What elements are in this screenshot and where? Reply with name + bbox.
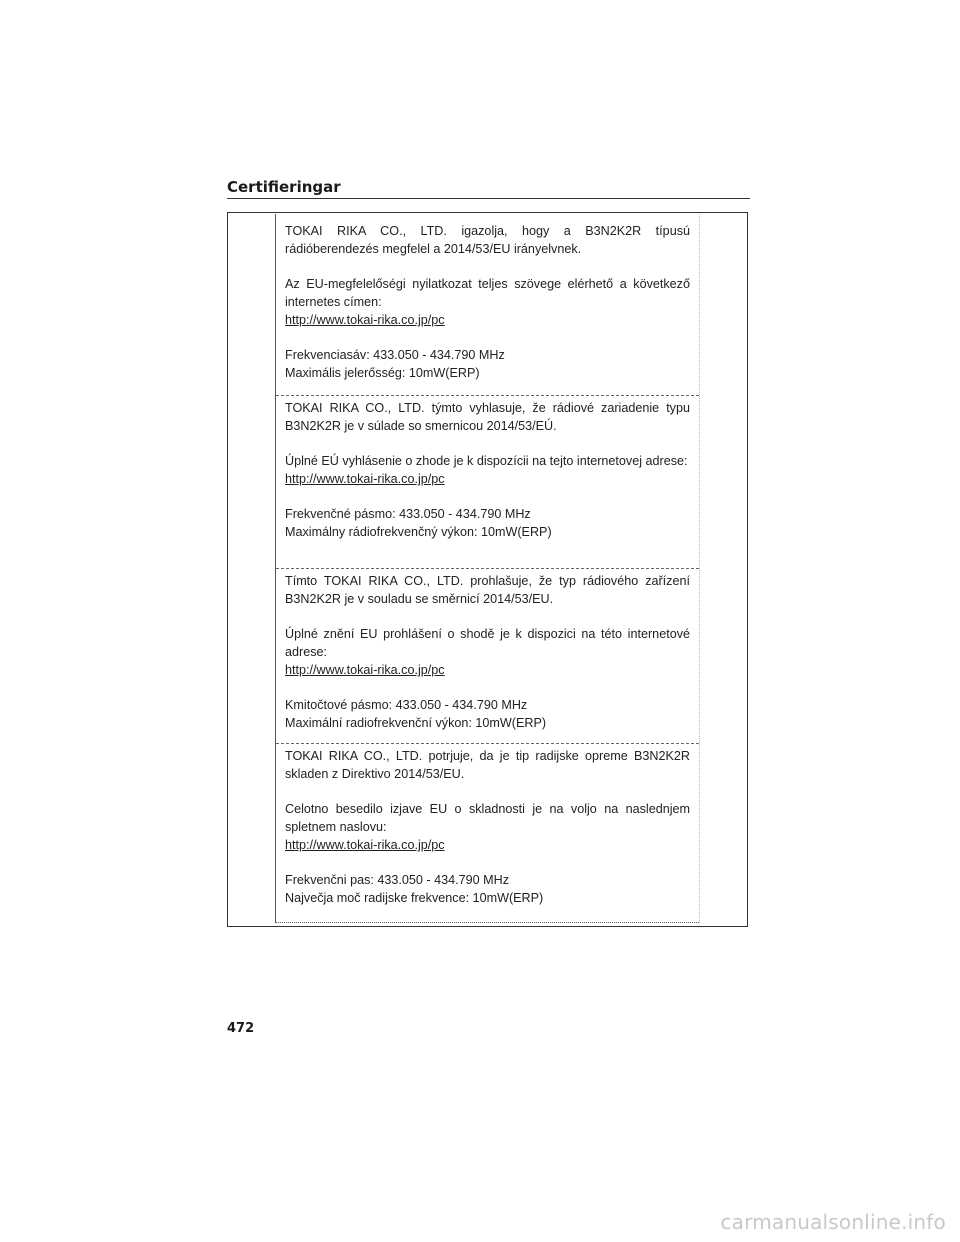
page-number: 472 — [227, 1021, 255, 1036]
declaration-url-line — [285, 836, 690, 854]
declaration-url-link[interactable]: http://www.tokai-rika.co.jp/pc — [285, 472, 445, 486]
declaration-czech — [276, 568, 699, 732]
declaration-frequency: Frekvenčné pásmo: 433.050 - 434.790 MHz — [285, 507, 531, 521]
declaration-url-line — [285, 470, 690, 488]
declaration-power: Maximálny rádiofrekvenčný výkon: 10mW(ERP) — [285, 525, 552, 539]
declaration-url-link[interactable]: http://www.tokai-rika.co.jp/pc — [285, 838, 445, 852]
declaration-availability: Az EU-megfelelőségi nyilatkozat teljes szövege elérhető a következő internetes címen: — [285, 277, 690, 309]
declaration-url-link[interactable]: http://www.tokai-rika.co.jp/pc — [285, 663, 445, 677]
declaration-power: Maximális jelerősség: 10mW(ERP) — [285, 366, 480, 380]
sheet-bottom-edge — [276, 922, 699, 923]
declaration-frequency: Frekvenciasáv: 433.050 - 434.790 MHz — [285, 348, 505, 362]
declaration-slovak — [276, 395, 699, 541]
scanned-declaration-sheet — [275, 214, 700, 923]
declaration-frequency: Frekvenčni pas: 433.050 - 434.790 MHz — [285, 873, 510, 887]
declaration-availability: Celotno besedilo izjave EU o skladnosti je na voljo na naslednjem spletnem naslovu: — [285, 802, 690, 834]
declaration-url-line — [285, 311, 690, 329]
title-divider — [227, 198, 750, 199]
declaration-intro: Tímto TOKAI RIKA CO., LTD. prohlašuje, že typ rádiového zařízení B3N2K2R je v souladu se směrnicí 2014/53/EU. — [285, 574, 690, 606]
declaration-frequency: Kmitočtové pásmo: 433.050 - 434.790 MHz — [285, 698, 528, 712]
declaration-intro: TOKAI RIKA CO., LTD. potrjuje, da je tip radijske opreme B3N2K2R skladen z Direktivo 2014/53/EU. — [285, 749, 690, 781]
declaration-availability: Úplné EÚ vyhlásenie o zhode je k dispozícii na tejto internetovej adrese: — [285, 454, 688, 468]
declaration-intro: TOKAI RIKA CO., LTD. igazolja, hogy a B3N2K2R típusú rádióberendezés megfelel a 2014/53/EU irányelvnek. — [285, 224, 690, 256]
declaration-power: Največja moč radijske frekvence: 10mW(ERP) — [285, 891, 544, 905]
declaration-intro: TOKAI RIKA CO., LTD. týmto vyhlasuje, že rádiové zariadenie typu B3N2K2R je v súlade so smernicou 2014/53/EÚ. — [285, 401, 690, 433]
declaration-power: Maximální radiofrekvenční výkon: 10mW(ERP) — [285, 716, 547, 730]
section-title: Certifieringar — [227, 178, 341, 196]
declaration-hungarian — [276, 222, 699, 382]
site-watermark: carmanualsonline.info — [720, 1210, 946, 1234]
declaration-slovenian — [276, 743, 699, 907]
declaration-url-link[interactable]: http://www.tokai-rika.co.jp/pc — [285, 313, 445, 327]
declaration-url-line — [285, 661, 690, 679]
declaration-availability: Úplné znění EU prohlášení o shodě je k dispozici na této internetové adrese: — [285, 627, 690, 659]
